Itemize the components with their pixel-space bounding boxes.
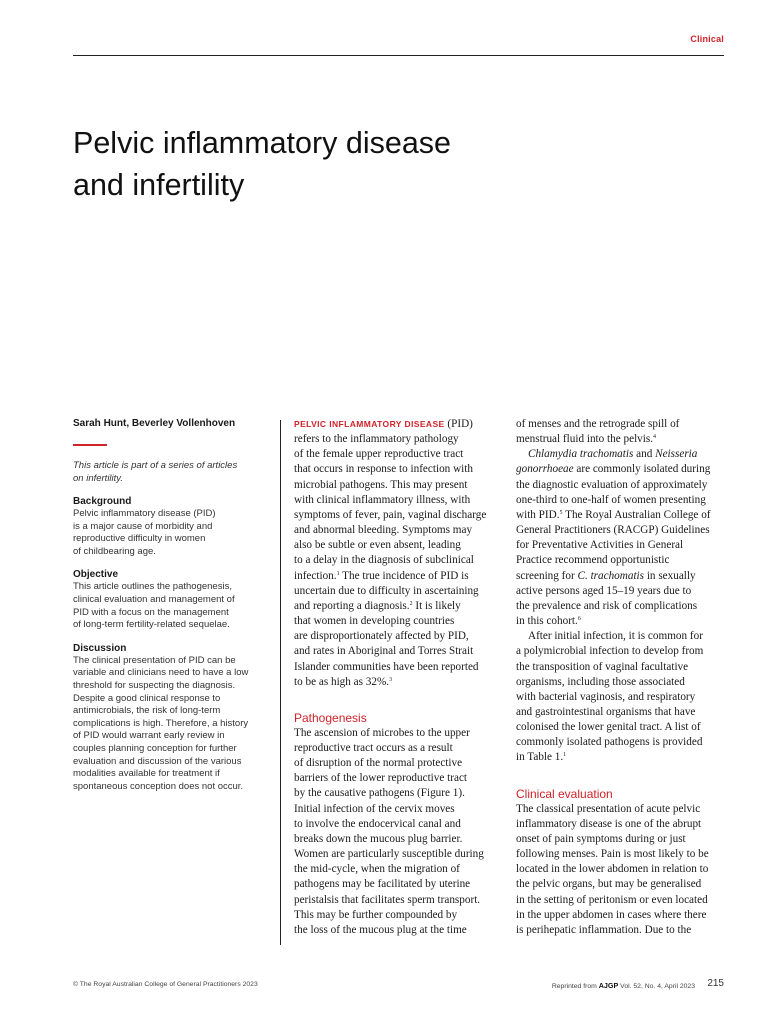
citation: 3 <box>389 676 393 683</box>
text-run: and <box>633 448 656 461</box>
citation: 4 <box>653 434 657 441</box>
body-line: also be subtle or even absent, leading <box>294 539 461 552</box>
text-run: in Table 1. <box>516 751 564 764</box>
background-text <box>73 508 269 558</box>
body-line: is perihepatic inflammation. Due to the <box>516 923 692 936</box>
body-line <box>516 447 730 462</box>
body-line: barriers of the lower reproductive tract <box>294 772 468 785</box>
text-run: The Royal Australian College of <box>562 508 711 521</box>
body-line <box>294 569 506 584</box>
body-line: uncertain due to difficulty in ascertaining <box>294 584 479 597</box>
text-run: Vol. 52, No. 4, April 2023 <box>618 983 695 990</box>
body-line: with clinical inflammatory illness, with <box>294 493 471 506</box>
discussion-line: antimicrobials, the risk of long-term <box>73 705 221 717</box>
reprint-notice <box>552 981 695 990</box>
body-line: peristalsis that facilitates sperm transport. <box>294 893 481 906</box>
series-note-line: This article is part of a series of articles <box>73 460 238 471</box>
body-line: by the causative pathogens (Figure 1). <box>294 787 465 800</box>
column-divider <box>280 420 281 945</box>
body-line: The classical presentation of acute pelvic <box>516 802 701 815</box>
body-line: in the setting of peritonism or even located <box>516 893 708 906</box>
objective-line: This article outlines the pathogenesis, <box>73 581 232 593</box>
body-line: a polymicrobial infection to develop from <box>516 645 704 658</box>
body-line <box>516 569 730 584</box>
title-line: and infertility <box>73 168 245 202</box>
objective-heading: Objective <box>73 569 119 581</box>
section-label: Clinical <box>690 34 724 44</box>
discussion-line: threshold for suspecting the diagnosis. <box>73 679 236 691</box>
discussion-line: The clinical presentation of PID can be <box>73 654 236 666</box>
clinical-evaluation-heading: Clinical evaluation <box>516 786 613 801</box>
body-line: Women are particularly susceptible during <box>294 848 484 861</box>
series-note <box>73 459 269 485</box>
body-line: and abnormal bleeding. Symptoms may <box>294 524 473 537</box>
journal-name: AJGP <box>598 981 619 990</box>
citation: 6 <box>577 616 581 623</box>
background-line: of childbearing age. <box>73 545 156 557</box>
objective-line: of long-term fertility-related sequelae. <box>73 619 230 631</box>
body-line: breaks down the mucous plug barrier. <box>294 832 463 845</box>
body-line: for Preventative Activities in General <box>516 539 684 552</box>
discussion-line: couples planning conception for further <box>73 742 237 754</box>
background-line: is a major cause of morbidity and <box>73 520 213 532</box>
series-note-line: on infertility. <box>73 473 123 484</box>
body-line: pathogens may be facilitated by uterine <box>294 878 471 891</box>
body-line: to involve the endocervical canal and <box>294 817 461 830</box>
text-run: with PID. <box>516 508 560 521</box>
authors: Sarah Hunt, Beverley Vollenhoven <box>73 418 236 429</box>
body-column-right <box>516 417 730 938</box>
body-line: the transposition of vaginal facultative <box>516 660 689 673</box>
text-run: infection. <box>294 569 337 582</box>
body-line <box>294 599 506 614</box>
body-line: symptoms of fever, pain, vaginal discharge <box>294 508 487 521</box>
body-line: and rates in Aboriginal and Torres Strait <box>294 645 474 658</box>
discussion-line: modalities available for treatment if <box>73 768 220 780</box>
body-line: This may be further compounded by <box>294 908 458 921</box>
pathogenesis-heading: Pathogenesis <box>294 710 367 725</box>
text-run: screening for <box>516 569 578 582</box>
citation: 1 <box>336 570 340 577</box>
citation: 5 <box>559 509 563 516</box>
body-line: the pelvic organs, but may be generalised <box>516 878 702 891</box>
body-line: organisms, including those associated <box>516 675 685 688</box>
title-line: Pelvic inflammatory disease <box>73 126 452 160</box>
body-line: Islander communities have been reported <box>294 660 479 673</box>
body-line: refers to the inflammatory pathology <box>294 433 459 446</box>
objective-line: clinical evaluation and management of <box>73 593 235 605</box>
text-run: Reprinted from <box>551 983 599 990</box>
objective-text <box>73 581 269 631</box>
body-line: of the female upper reproductive tract <box>294 448 464 461</box>
body-line: the mid-cycle, when the migration of <box>294 863 460 876</box>
body-line: and gastrointestinal organisms that have <box>516 705 696 718</box>
body-line: General Practitioners (RACGP) Guidelines <box>516 524 710 537</box>
text-run: in this cohort. <box>516 615 578 628</box>
discussion-heading: Discussion <box>73 642 127 654</box>
body-line: the prevalence and risk of complications <box>516 599 698 612</box>
body-line: the diagnostic evaluation of approximately <box>516 478 708 491</box>
text-run: It is likely <box>412 599 461 612</box>
text-run: The true incidence of PID is <box>339 569 469 582</box>
background-line: reproductive difficulty in women <box>73 533 206 545</box>
body-line: located in the lower abdomen in relation to <box>516 863 709 876</box>
body-line: in the upper abdomen in cases where there <box>516 908 707 921</box>
body-line <box>516 750 730 765</box>
page-number: 215 <box>707 978 724 989</box>
top-rule <box>73 55 724 56</box>
body-line: Initial infection of the cervix moves <box>294 802 455 815</box>
discussion-line: evaluation and discussion of the various <box>73 755 242 767</box>
body-line: colonised the lower genital tract. A list of <box>516 721 701 734</box>
body-line: Practice recommend opportunistic <box>516 554 670 567</box>
body-line: of menses and the retrograde spill of <box>516 418 680 430</box>
italic-run: Chlamydia trachomatis <box>528 448 634 461</box>
body-column-middle <box>294 417 506 938</box>
discussion-line: Despite a good clinical response to <box>73 692 221 704</box>
abstract-column <box>73 418 269 793</box>
body-line: After initial infection, it is common for <box>528 630 703 643</box>
body-line <box>294 675 506 690</box>
body-line: inflammatory disease is one of the abrupt <box>516 817 702 830</box>
lead-line <box>294 417 506 432</box>
body-line: active persons aged 15–19 years due to <box>516 584 692 597</box>
author-rule <box>73 444 107 446</box>
citation: 1 <box>563 752 567 759</box>
body-line <box>516 508 730 523</box>
copyright-notice: © The Royal Australian College of General Practitioners 2023 <box>73 981 258 988</box>
discussion-line: of PID would warrant early review in <box>73 730 225 742</box>
body-line: are disproportionately affected by PID, <box>294 630 469 643</box>
body-line <box>516 432 730 447</box>
text-run: and reporting a diagnosis. <box>294 599 410 612</box>
article-title <box>73 122 573 206</box>
body-line: one-third to one-half of women presenting <box>516 493 706 506</box>
text-run: to be as high as 32%. <box>294 675 390 688</box>
body-line: that occurs in response to infection with <box>294 463 473 476</box>
body-line: the loss of the mucous plug at the time <box>294 923 467 936</box>
citation: 2 <box>409 600 413 607</box>
body-line: that women in developing countries <box>294 615 455 628</box>
italic-run: Neisseria <box>655 448 698 461</box>
italic-run: gonorrhoeae <box>516 463 574 476</box>
body-line: of disruption of the normal protective <box>294 757 463 770</box>
discussion-line: complications is high. Therefore, a history <box>73 717 249 729</box>
lead-rest: (PID) <box>444 418 473 430</box>
discussion-text <box>73 655 269 794</box>
text-run: in sexually <box>644 569 696 582</box>
body-line <box>516 614 730 629</box>
italic-run: C. trachomatis <box>577 569 645 582</box>
body-line: following menses. Pain is most likely to be <box>516 848 709 861</box>
body-line: microbial pathogens. This may present <box>294 478 468 491</box>
body-line: to a delay in the diagnosis of subclinical <box>294 554 474 567</box>
background-heading: Background <box>73 496 132 507</box>
body-line <box>516 462 730 477</box>
text-run: are commonly isolated during <box>573 463 711 476</box>
discussion-line: spontaneous conception does not occur. <box>73 780 244 792</box>
discussion-line: variable and clinicians need to have a low <box>73 667 249 679</box>
background-line: Pelvic inflammatory disease (PID) <box>73 508 216 519</box>
objective-line: PID with a focus on the management <box>73 606 229 618</box>
body-line: with bacterial vaginosis, and respiratory <box>516 690 696 703</box>
body-line: The ascension of microbes to the upper <box>294 726 470 739</box>
body-line: commonly isolated pathogens is provided <box>516 736 703 749</box>
lead-smallcaps: PELVIC INFLAMMATORY DISEASE <box>294 419 445 429</box>
text-run: menstrual fluid into the pelvis. <box>516 433 654 446</box>
body-line: onset of pain symptoms during or just <box>516 832 686 845</box>
body-line: reproductive tract occurs as a result <box>294 741 453 754</box>
